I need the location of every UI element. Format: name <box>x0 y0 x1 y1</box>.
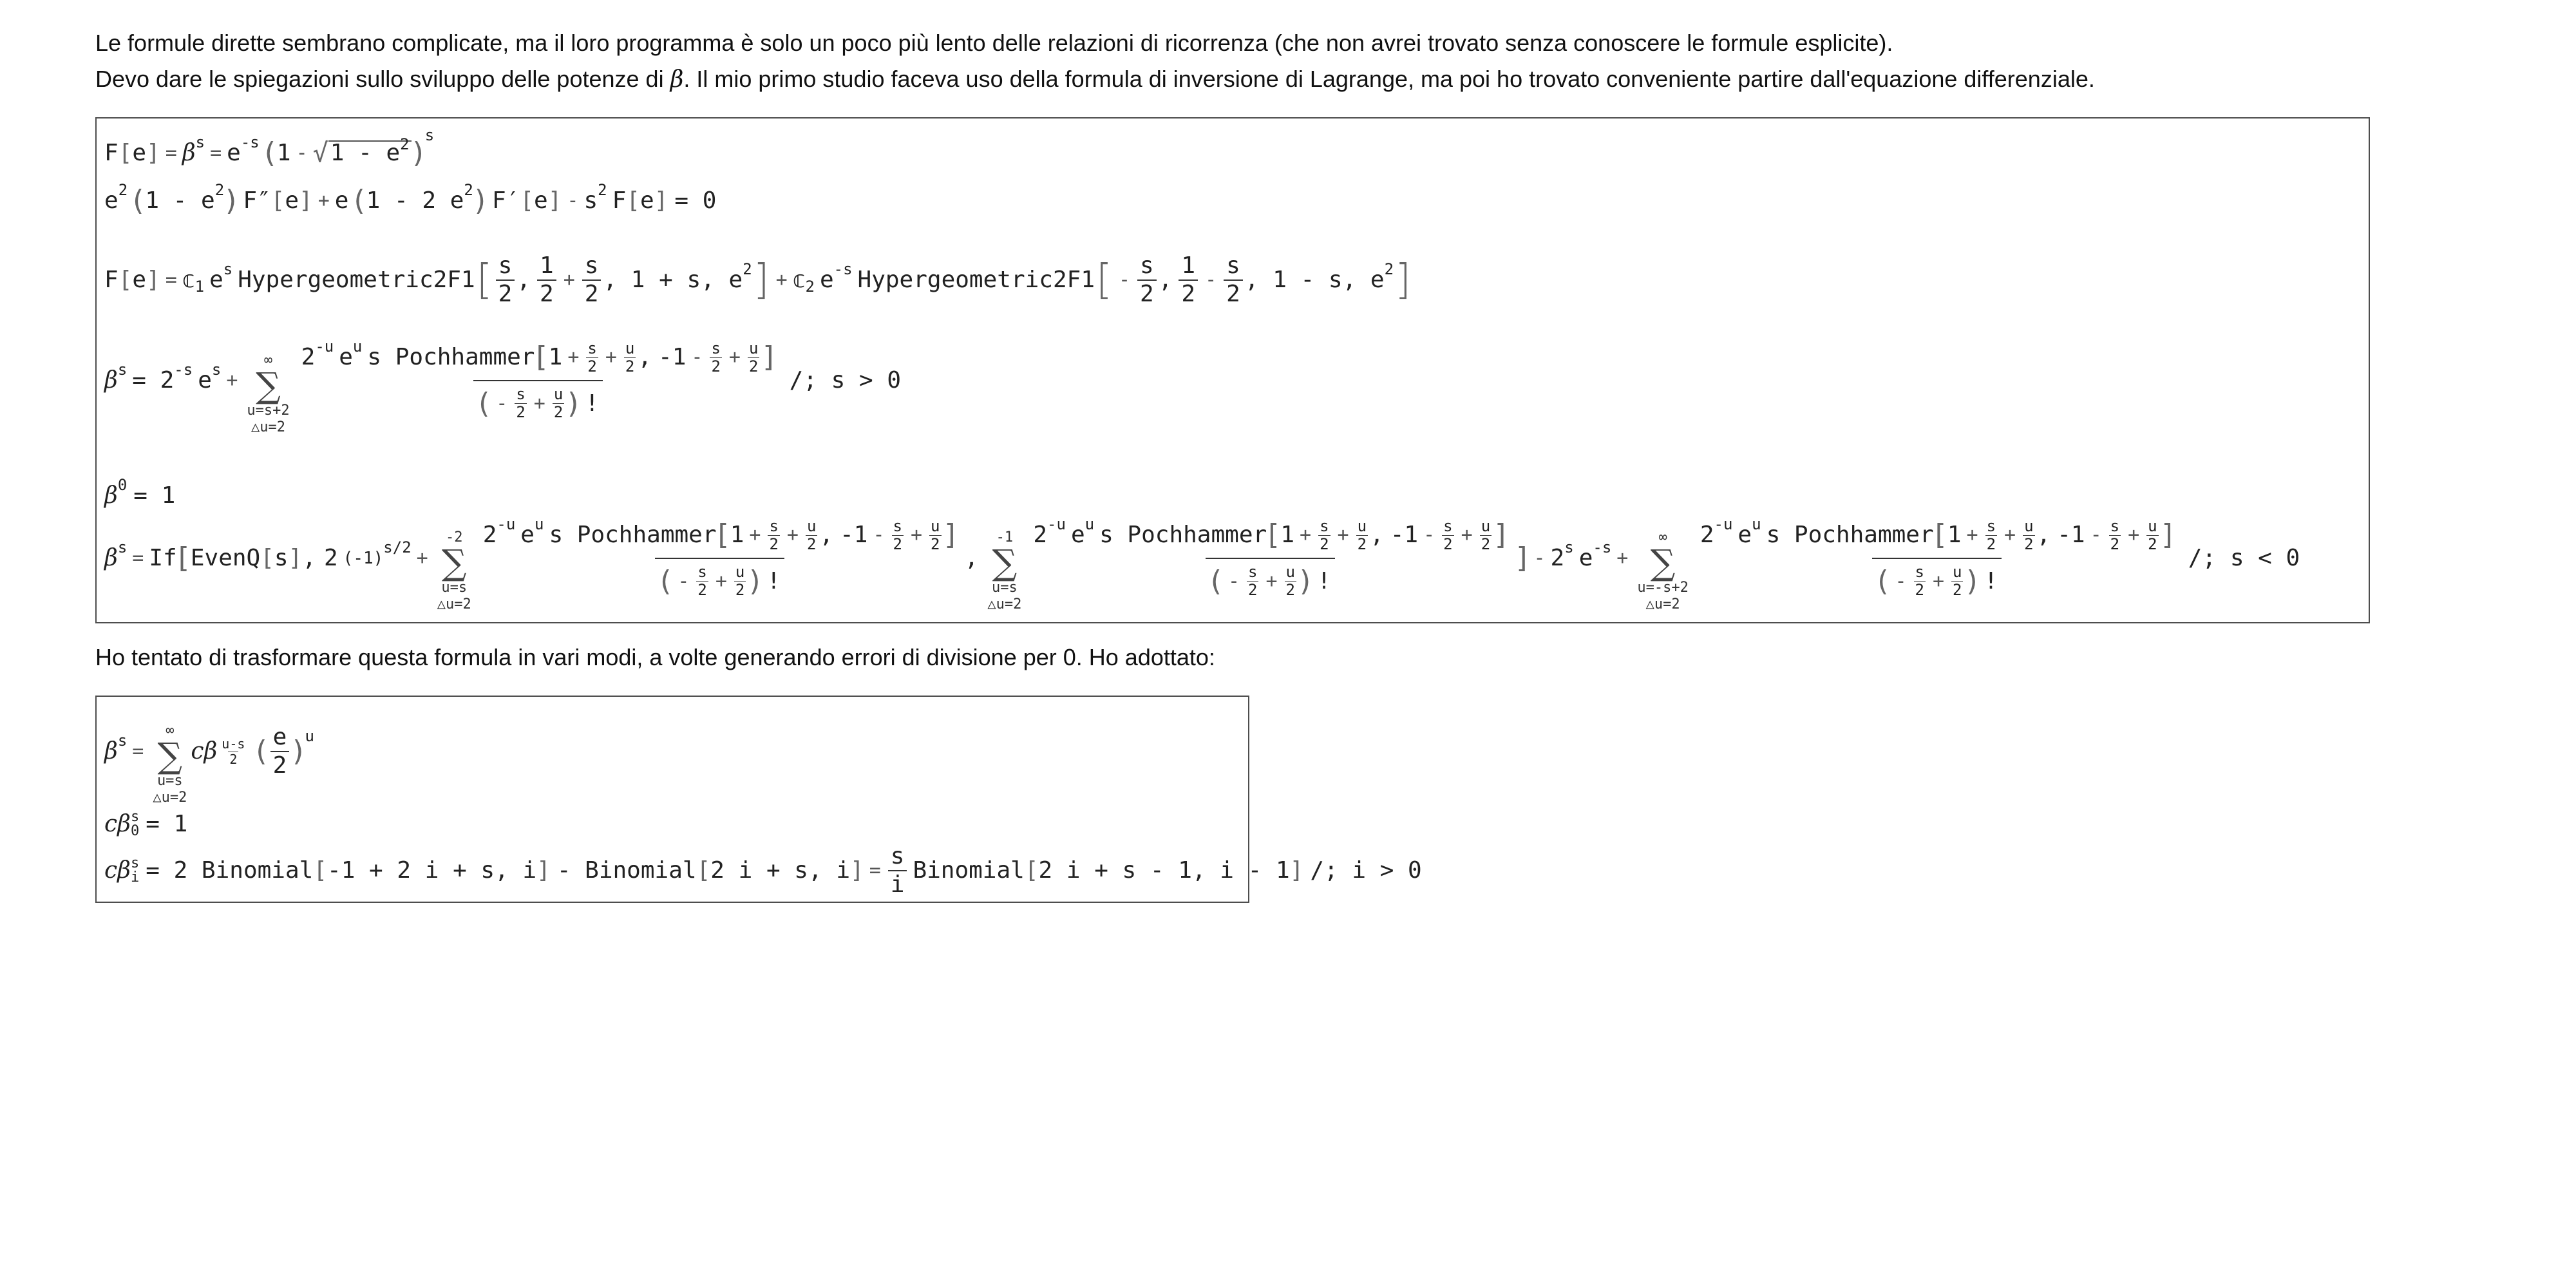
middle-paragraph: Ho tentato di trasformare questa formula in vari modi, a volte generando errori di divisione per 0. Ho adottato: <box>95 644 1215 670</box>
formula-beta-series: β s = ∞ ∑ u=s △u=2 cβ $\frac{u-s}{2}$ ( $\frac{e}{2}$ ) u <box>104 722 314 806</box>
intro-text-b: . Il mio primo studio faceva uso della formula di inversione di Lagrange, ma poi ho trovato conveniente partire dall'equazione differenziale. <box>683 66 2095 92</box>
formula-general-solution: F [ e ] = 𝕔 1 e s Hypergeometric2F1 [ $\frac{s}{2}$ , $\frac{1}{2}$ + $\frac{s}{2}$ , 1 + s, e 2 ] + 𝕔 2 e -s Hypergeometric2F1 [ - $\frac{s}{2}$ , $\frac{1}{2}$ - $\frac{s}{2}$ , 1 - s, e 2 ] <box>104 252 1412 307</box>
summand-fraction-b: 2 -u e u s Pochhammer [ 1 + $\frac{s}{2}$ + $\frac{u}{2}$ , -1 - $\frac{s}{2}$ + $\frac{u}{2}$ ] ( - $\frac{s}{2}$ + $\frac{u}{2}$ ) ! <box>1033 515 1506 600</box>
intro-paragraph-1: Le formule dirette sembrano complicate, ma il loro programma è solo un poco più lento delle relazioni di ricorrenza (che non avrei trovato senza conoscere le formule esplicite). <box>95 30 1893 56</box>
summation-sign: ∞ ∑ u=s △u=2 <box>153 722 187 806</box>
summand-fraction-a: 2 -u e u s Pochhammer [ 1 + $\frac{s}{2}$ + $\frac{u}{2}$ , -1 - $\frac{s}{2}$ + $\frac{u}{2}$ ] ( - $\frac{s}{2}$ + $\frac{u}{2}$ ) ! <box>482 515 956 600</box>
intro-text-a: Devo dare le spiegazioni sullo sviluppo delle potenze di <box>95 66 670 92</box>
summation-sign: ∞ ∑ u=s+2 △u=2 <box>247 352 290 436</box>
summation-sign-c: ∞ ∑ u=-s+2 △u=2 <box>1637 529 1689 613</box>
output-box-adopted-formula <box>95 696 1422 903</box>
formula-generating-function: F [ e ] = β s = e -s ( 1 - √ $1 - e^2$ ) s <box>104 126 435 169</box>
summation-sign-a: -2 ∑ u=s △u=2 <box>437 529 471 613</box>
summand-fraction-c: 2 -u e u s Pochhammer [ 1 + $\frac{s}{2}$ + $\frac{u}{2}$ , -1 - $\frac{s}{2}$ + $\frac{u}{2}$ ] ( - $\frac{s}{2}$ + $\frac{u}{2}$ ) ! <box>1700 515 2173 600</box>
summand-fraction: 2 -u e u s Pochhammer [ 1 + $\frac{s}{2}$ + $\frac{u}{2}$ , -1 - $\frac{s}{2}$ + $\frac{u}{2}$ ] ( - $\frac{s}{2}$ + $\frac{u}{2}$ ) ! <box>301 337 774 422</box>
summation-sign-b: -1 ∑ u=s △u=2 <box>987 529 1022 613</box>
formula-differential-equation: e 2 ( 1 - e 2 ) F″ [ e ] + e ( 1 - 2 e 2 ) F′ [ e ] - s 2 F [ e ] = 0 <box>104 181 717 217</box>
formula-coefficient-i: cβ s i = 2 Binomial [ -1 + 2 i + s, i ] - Binomial [ 2 i + s, i ] = $\frac{s}{i}$ Binomial [ 2 i + s - 1, i - 1 ] /; i > 0 <box>104 843 1422 898</box>
formula-beta-positive: β s = 2 -s e s + ∞ ∑ u=s+2 △u=2 2 -u e u s Pochhammer [ 1 + $\frac{s}{2}$ + $\frac{u}{2}$ , -1 - $\frac{s}{2}$ + $\frac{u}{2}$ ] ( - $\frac{s}{2}$ + $\frac{u}{2}$ ) ! /; s > 0 <box>104 337 901 436</box>
square-root: √ $1 - e^2$ <box>313 140 412 166</box>
formula-coefficient-zero: cβ s 0 = 1 <box>104 809 188 839</box>
formula-beta-zero: β 0 = 1 <box>104 476 176 509</box>
output-box-formulas <box>95 117 2370 623</box>
intro-paragraph-2 <box>95 66 2095 93</box>
formula-beta-negative: β s = If [ EvenQ [ s ] , 2 (-1) s/2 + -2 ∑ u=s △u=2 2 -u e u s Pochhammer [ 1 + $\frac{s}{2}$ + $\frac{u}{2}$ , -1 - $\frac{s}{2}$ + $\frac{u}{2}$ ] ( - $\frac{s}{2}$ + $\frac{u}{2}$ ) ! , -1 ∑ u=s △u=2 2 -u e u s Pochhammer [ 1 + $\frac{s}{2}$ + $\frac{u}{2}$ , -1 - $\frac{s}{2}$ + $\frac{u}{2}$ ] ( - $\frac{s}{2}$ + $\frac{u}{2}$ ) ! ] - 2 s e -s + ∞ ∑ u=-s+2 △u=2 2 -u e u s Pochhammer [ 1 + $\frac{s}{2}$ + $\frac{u}{2}$ , -1 - $\frac{s}{2}$ + $\frac{u}{2}$ ] ( - $\frac{s}{2}$ + $\frac{u}{2}$ ) ! /; s < 0 <box>104 515 2300 613</box>
beta-symbol: β <box>670 66 684 93</box>
